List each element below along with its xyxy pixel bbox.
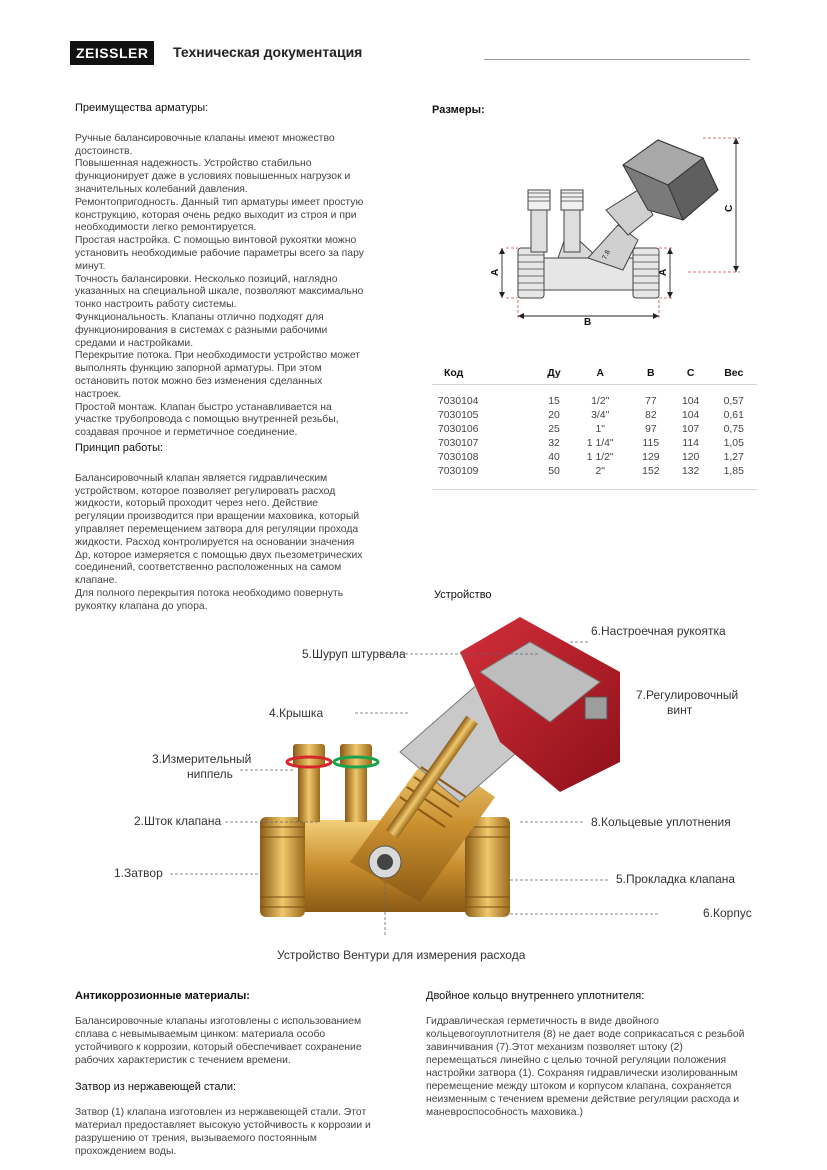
dim-a-right: A [658, 268, 669, 276]
anticorrosion-title: Антикоррозионные материалы: [75, 990, 250, 1002]
callout-body: 6.Корпус [703, 906, 752, 920]
text-line: участке трубопровода с помощью внутренней резьбы, [75, 414, 339, 426]
table-cell: 20 [548, 409, 560, 421]
text-line: управляет перемещением затвора для регуляции прохода [75, 523, 359, 535]
table-cell: 0,57 [723, 395, 744, 407]
table-cell: 3/4" [591, 409, 610, 421]
text-line: достоинств. [75, 145, 133, 157]
dim-b: B [584, 317, 592, 328]
table-cell: 0,61 [723, 409, 744, 421]
text-line: настроек. [75, 388, 122, 400]
table-cell: 1,05 [723, 437, 744, 449]
stainless-title: Затвор из нержавеющей стали: [75, 1081, 237, 1093]
text-line: Для полного перекрытия потока необходимо повернуть [75, 587, 344, 599]
text-line: Ремонтопригодность. Данный тип арматуры имеет простую [75, 196, 364, 208]
text-line: разрушению от трения, вызываемого постоянным [75, 1133, 317, 1144]
table-cell: 50 [539, 465, 570, 490]
text-line: остановить поток можно без изменения сделанных [75, 375, 323, 387]
page-header [70, 41, 760, 65]
table-cell: 1,27 [723, 452, 744, 464]
text-line: Повышенная надежность. Устройство стабильно [75, 158, 312, 170]
text-line: Балансировочный клапан является гидравлическим [75, 472, 328, 484]
text-line: Балансировочные клапаны изготовлены с использованием [75, 1016, 362, 1027]
text-line: Гидравлическая герметичность в виде двойного [426, 1016, 659, 1027]
text-line: Функциональность. Клапаны отлично подходят для [75, 311, 324, 323]
table-cell: 152 [631, 465, 671, 490]
text-line: необходимости легко ремонтируется. [75, 222, 257, 234]
principle-body [75, 473, 395, 614]
callout-nipple-2: ниппель [187, 767, 233, 781]
table-row [432, 465, 757, 490]
table-row [432, 409, 757, 423]
text-line: завинчивания (7).Этот механизм позволяет штоку (2) [426, 1042, 683, 1053]
svg-text:7.8: 7.8 [601, 249, 612, 261]
valve-cutaway-illustration [100, 612, 780, 972]
callout-cover: 4.Крышка [269, 706, 324, 720]
header-divider [484, 59, 750, 60]
col-header: Ду [539, 366, 570, 384]
table-cell: 0,75 [723, 423, 744, 435]
principle-title: Принцип работы: [75, 442, 164, 454]
text-line: указанных на специальной шкале, позволяют максимально [75, 286, 364, 298]
text-line: минут. [75, 260, 106, 272]
table-cell: 7030106 [438, 423, 479, 435]
text-line: значительных колебаний давления. [75, 183, 248, 195]
table-header-row [432, 366, 757, 384]
table-cell: 114 [682, 437, 699, 449]
text-line: рабочих характеристик с течением времени. [75, 1055, 291, 1066]
text-line: сплава с невымываемым цинком: материала особо [75, 1029, 326, 1040]
advantages-body [75, 133, 395, 440]
text-line: тонко настроить работу системы. [75, 299, 237, 311]
text-line: конструкцию, которая очень редко выходит из строя и при [75, 209, 357, 221]
logo-text: ZEISSLER [76, 45, 149, 61]
table-cell: 82 [645, 409, 657, 421]
table-cell: 115 [642, 437, 660, 449]
double-ring-title: Двойное кольцо внутреннего уплотнителя: [426, 990, 645, 1002]
table-row [432, 384, 757, 409]
table-cell: 7030107 [438, 437, 479, 449]
text-line: функционирует даже в условиях повышенных нагрузок и [75, 171, 351, 183]
col-header: B [631, 366, 671, 384]
text-line: Перекрытие потока. При необходимости устройство может [75, 350, 361, 362]
text-line: соединений, соответственно расположенных на самом [75, 562, 342, 574]
col-header: Вес [711, 366, 757, 384]
page-title: Техническая документация [173, 44, 363, 60]
sizes-title: Размеры: [432, 104, 485, 116]
advantages-title: Преимущества арматуры: [75, 102, 209, 114]
advantages-section [75, 102, 395, 440]
table-cell: 25 [548, 423, 560, 435]
text-line: устойчивого к коррозии, который обеспечивает сохранение [75, 1042, 362, 1053]
text-line: материал предоставляет высокую устойчивость к коррозии и [75, 1120, 371, 1131]
table-cell: 40 [548, 452, 560, 464]
callout-shutter: 1.Затвор [114, 866, 163, 880]
text-line: Ручные балансировочные клапаны имеют множество [75, 132, 335, 144]
text-line: Простой монтаж. Клапан быстро устанавливается на [75, 401, 332, 413]
callout-venturi: Устройство Вентури для измерения расхода [277, 948, 526, 962]
table-cell: 1,85 [711, 465, 757, 490]
materials-section [75, 990, 395, 1158]
table-cell: 129 [642, 452, 660, 464]
col-header: Код [432, 366, 539, 384]
callout-gasket: 5.Прокладка клапана [616, 872, 736, 886]
double-ring-body [426, 1015, 766, 1119]
table-cell: 132 [671, 465, 711, 490]
text-line: кольцевогоуплотнителя (8) не дает воде соприкасаться с резьбой [426, 1029, 745, 1040]
valve-dimension-drawing [488, 130, 750, 335]
text-line: жидкости. Расход контролируется на основании значения [75, 536, 355, 548]
text-line: клапане. [75, 575, 118, 587]
table-cell: 1 1/4" [586, 437, 614, 449]
table-cell: 104 [681, 409, 700, 421]
text-line: рукоятку клапана до упора. [75, 600, 208, 612]
table-cell: 7030108 [438, 452, 479, 464]
double-ring-section [426, 990, 766, 1119]
dim-c: C [724, 204, 735, 212]
text-line: регуляции производится при вращении маховика, который [75, 511, 360, 523]
table-cell: 1" [595, 423, 605, 435]
col-header: A [569, 366, 631, 384]
table-cell: 7030104 [438, 395, 479, 407]
table-cell: 107 [681, 423, 700, 435]
table-row [432, 423, 757, 437]
text-line: создавая прочное и герметичное соединение. [75, 427, 298, 439]
text-line: установить необходимые рабочие параметры всего за пару [75, 247, 364, 259]
text-line: функционирования в системах с разными рабочими [75, 324, 328, 336]
text-line: маневроспособность маховика.) [426, 1107, 583, 1118]
table-cell: 120 [681, 452, 700, 464]
text-line: перемещение между штоком и корпусом клапана, сохраняется [426, 1081, 732, 1092]
col-header: C [671, 366, 711, 384]
text-line: средами и настройками. [75, 337, 194, 349]
device-title: Устройство [434, 589, 492, 601]
text-line: Затвор (1) клапана изготовлен из нержавеющей стали. Этот [75, 1107, 367, 1118]
callout-handle: 6.Настроечная рукоятка [591, 624, 726, 638]
text-line: выполнять функцию запорной арматуры. При этом [75, 363, 322, 375]
text-line: жидкости, который проходит через него. Действие [75, 498, 319, 510]
anticorrosion-body [75, 1015, 395, 1067]
principle-section [75, 442, 395, 614]
callout-o-rings: 8.Кольцевые уплотнения [591, 815, 731, 829]
text-line: неизменным с течением времени действие регуляции расхода и [426, 1094, 740, 1105]
table-cell: 7030105 [438, 409, 479, 421]
table-cell: 7030109 [432, 465, 539, 490]
text-line: настройки затвора (1). Сохраняя гидравлически изолированным [426, 1068, 738, 1079]
table-cell: 32 [548, 437, 560, 449]
stainless-body [75, 1106, 395, 1158]
callout-nipple-1: 3.Измерительный [152, 752, 252, 766]
callout-stem: 2.Шток клапана [134, 814, 222, 828]
table-cell: 77 [645, 395, 657, 407]
table-cell: 1 1/2" [586, 452, 614, 464]
brand-logo [70, 41, 154, 65]
text-line: Точность балансировки. Несколько позиций, наглядно [75, 273, 338, 285]
table-cell: 2" [569, 465, 631, 490]
dim-a-left: A [490, 268, 501, 276]
table-row [432, 451, 757, 465]
text-line: перемещаться линейно с целью точной регуляции положения [426, 1055, 727, 1066]
text-line: Простая настройка. С помощью винтовой рукоятки можно [75, 235, 357, 247]
text-line: устройством, которое позволяет регулировать расход [75, 485, 336, 497]
callout-screw: 5.Шуруп штурвала [302, 647, 406, 661]
callout-adjust-screw-1: 7.Регулировочный [636, 688, 739, 702]
text-line: прохождением воды. [75, 1146, 177, 1157]
sizes-table [432, 366, 757, 490]
table-cell: 1/2" [591, 395, 610, 407]
table-cell: 104 [681, 395, 700, 407]
callout-adjust-screw-2: винт [667, 703, 693, 717]
table-row [432, 437, 757, 451]
text-line: Δp, которое измеряется с помощью двух пьезометрических [75, 549, 363, 561]
table-cell: 97 [645, 423, 657, 435]
table-cell: 15 [548, 395, 560, 407]
